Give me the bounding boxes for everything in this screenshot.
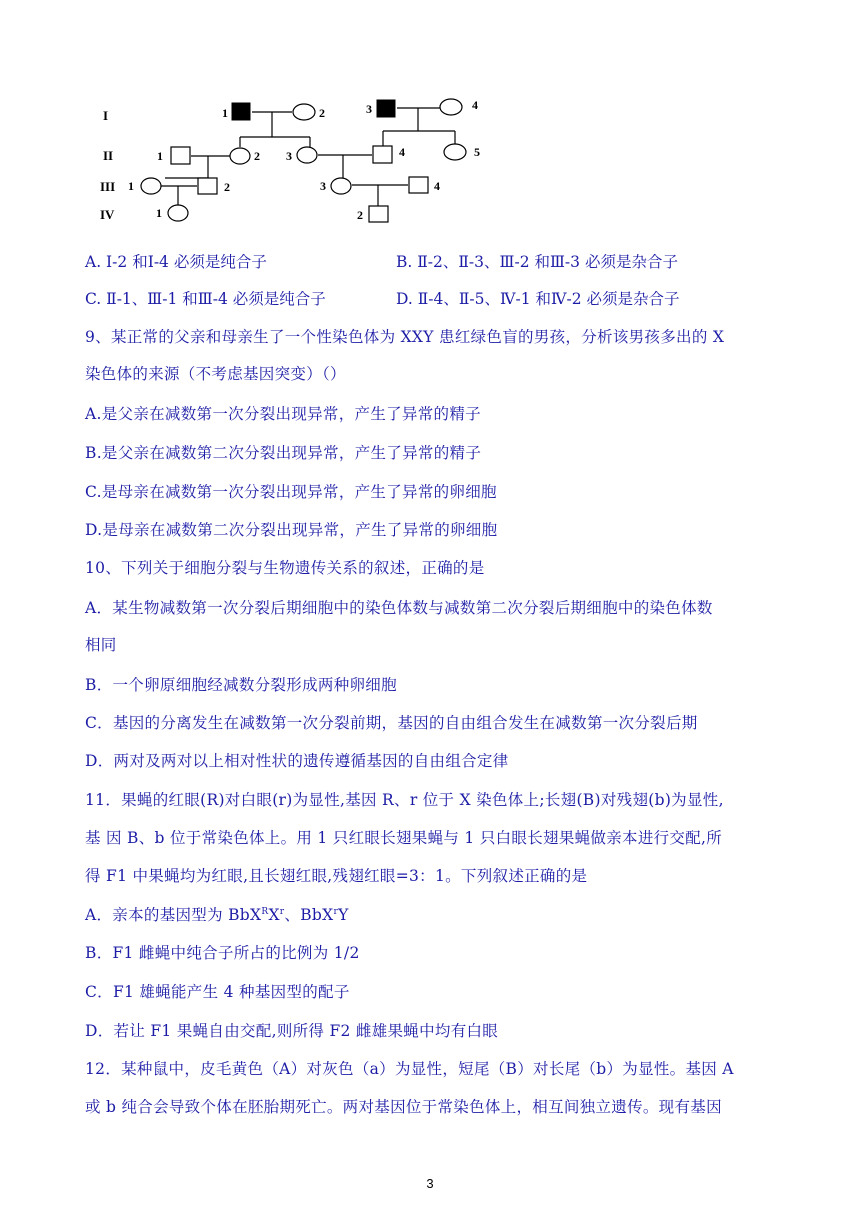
q9-stem-line2: 染色体的来源（不考虑基因突变）（） xyxy=(85,365,346,383)
q10-option-a-line1: A．某生物减数第一次分裂后期细胞中的染色体数与减数第二次分裂后期细胞中的染色体数 xyxy=(85,599,713,617)
pedigree-number: 2 xyxy=(357,208,363,222)
pedigree-number: 4 xyxy=(434,179,440,193)
generation-label-I: I xyxy=(103,108,109,123)
q11-stem-line3: 得 F1 中果蝇均为红眼,且长翅红眼,残翅红眼=3：1。下列叙述正确的是 xyxy=(85,867,588,885)
pedigree-II2-female xyxy=(230,148,250,164)
pedigree-number: 3 xyxy=(320,179,326,193)
q9-option-d: D.是母亲在减数第二次分裂出现异常，产生了异常的卵细胞 xyxy=(85,521,498,539)
pedigree-number: 2 xyxy=(224,180,230,194)
q12-stem-line1: 12．某种鼠中，皮毛黄色（A）对灰色（a）为显性，短尾（B）对长尾（b）为显性。基因 A xyxy=(85,1060,734,1078)
generation-label-II: II xyxy=(103,148,114,163)
pedigree-IV2-male xyxy=(369,206,388,222)
q8-option-b: B. Ⅱ-2、Ⅱ-3、Ⅲ-2 和Ⅲ-3 必须是杂合子 xyxy=(396,253,678,271)
pedigree-I3-affected-male xyxy=(377,100,395,117)
pedigree-II4-male xyxy=(373,146,392,163)
pedigree-II3-female xyxy=(297,147,317,163)
pedigree-III2-male xyxy=(198,178,217,194)
q11-option-d: D．若让 F1 果蝇自由交配,则所得 F2 雌雄果蝇中均有白眼 xyxy=(85,1022,499,1040)
pedigree-number: 4 xyxy=(399,145,405,159)
pedigree-number: 2 xyxy=(254,149,260,163)
pedigree-III1-female xyxy=(141,178,161,194)
pedigree-I1-affected-male xyxy=(232,103,250,120)
page-number: 3 xyxy=(426,1176,434,1191)
q9-option-b: B.是父亲在减数第二次分裂出现异常，产生了异常的精子 xyxy=(85,444,482,462)
q10-option-a-line2: 相同 xyxy=(85,636,117,654)
q9-option-c: C.是母亲在减数第一次分裂出现异常，产生了异常的卵细胞 xyxy=(85,483,497,501)
q10-option-c: C．基因的分离发生在减数第一次分裂前期，基因的自由组合发生在减数第一次分裂后期 xyxy=(85,714,698,732)
q8-option-c: C. Ⅱ-1、Ⅲ-1 和Ⅲ-4 必须是纯合子 xyxy=(85,290,326,308)
pedigree-number: 4 xyxy=(472,98,478,112)
q9-stem-line1: 9、某正常的父亲和母亲生了一个性染色体为 XXY 患红绿色盲的男孩，分析该男孩多出的 X xyxy=(85,328,725,346)
pedigree-III3-female xyxy=(331,178,351,194)
pedigree-III4-male xyxy=(409,177,428,193)
pedigree-number: 1 xyxy=(128,179,134,193)
q8-option-a: A. Ⅰ-2 和Ⅰ-4 必须是纯合子 xyxy=(85,253,267,271)
q12-stem-line2: 或 b 纯合会导致个体在胚胎期死亡。两对基因位于常染色体上，相互间独立遗传。现有基因 xyxy=(85,1098,722,1116)
q8-option-d: D. Ⅱ-4、Ⅱ-5、Ⅳ-1 和Ⅳ-2 必须是杂合子 xyxy=(396,290,680,308)
pedigree-II5-female xyxy=(444,144,466,160)
pedigree-I2-female xyxy=(293,104,315,120)
q9-option-a: A.是父亲在减数第一次分裂出现异常，产生了异常的精子 xyxy=(85,405,481,423)
pedigree-number: 1 xyxy=(157,149,163,163)
pedigree-number: 3 xyxy=(286,149,292,163)
q10-option-d: D．两对及两对以上相对性状的遗传遵循基因的自由组合定律 xyxy=(85,752,509,770)
pedigree-number: 1 xyxy=(156,206,162,220)
pedigree-number: 2 xyxy=(319,106,325,120)
q11-option-a: A．亲本的基因型为 $BbX^RX^r$、BbX$^r$Y xyxy=(85,906,349,924)
pedigree-I4-female xyxy=(440,99,462,115)
pedigree-diagram xyxy=(0,0,860,240)
q11-option-b: B．F1 雌蝇中纯合子所占的比例为 1/2 xyxy=(85,944,360,962)
generation-label-III: III xyxy=(100,179,116,194)
generation-label-IV: IV xyxy=(100,207,115,222)
q10-stem: 10、下列关于细胞分裂与生物遗传关系的叙述，正确的是 xyxy=(85,559,485,577)
pedigree-II1-male xyxy=(171,147,190,164)
pedigree-number: 5 xyxy=(474,145,480,159)
pedigree-number: 3 xyxy=(366,102,372,116)
q10-option-b: B．一个卵原细胞经减数分裂形成两种卵细胞 xyxy=(85,676,397,694)
pedigree-number: 1 xyxy=(222,106,228,120)
pedigree-IV1-female xyxy=(168,205,188,221)
q11-stem-line1: 11．果蝇的红眼(R)对白眼(r)为显性,基因 R、r 位于 X 染色体上;长翅(B)对残翅(b)为显性, xyxy=(85,791,724,809)
q11-option-c: C．F1 雄蝇能产生 4 种基因型的配子 xyxy=(85,983,350,1001)
q11-stem-line2: 基 因 B、b 位于常染色体上。用 1 只红眼长翅果蝇与 1 只白眼长翅果蝇做亲本进行交配,所 xyxy=(85,829,723,847)
